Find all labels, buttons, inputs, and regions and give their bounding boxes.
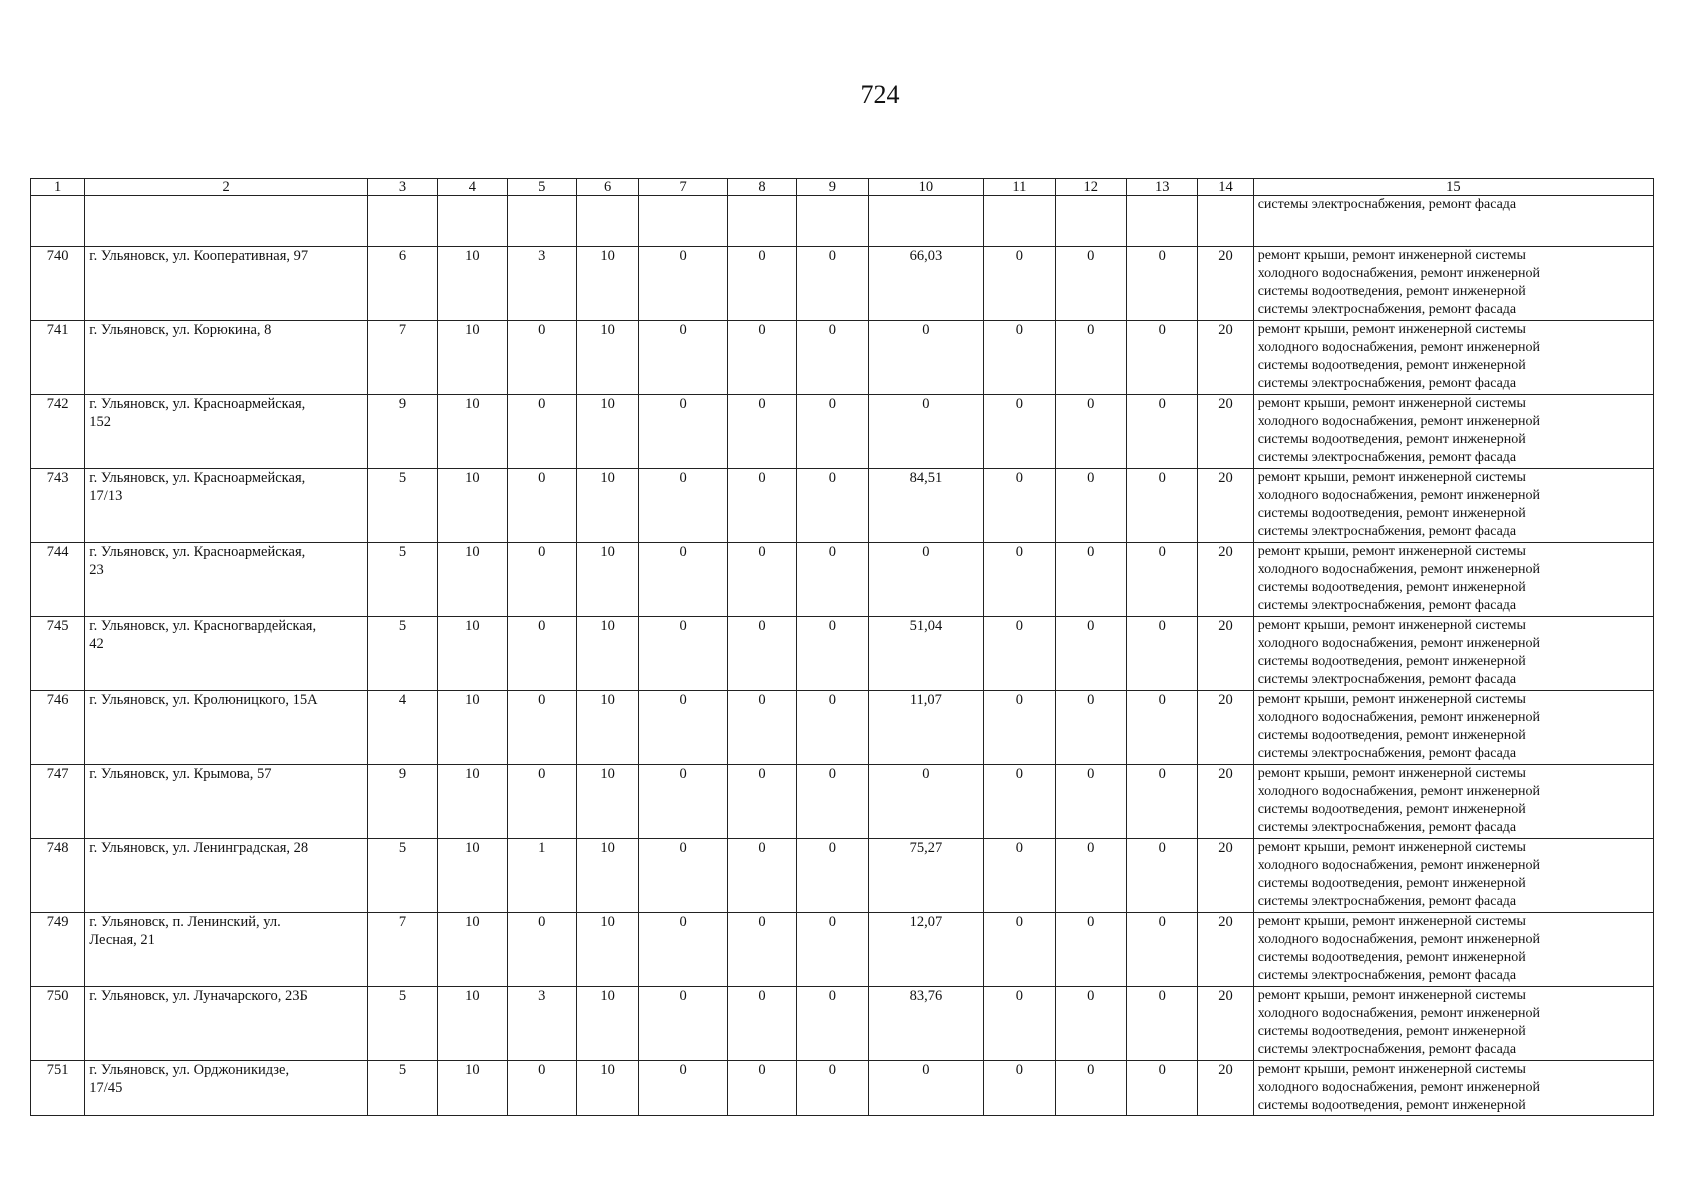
row-number: 747 bbox=[31, 765, 85, 839]
address-cell: г. Ульяновск, ул. Красногвардейская, 42 bbox=[85, 617, 368, 691]
description-cell: ремонт крыши, ремонт инженерной системы холодного водоснабжения, ремонт инженерной системы водоотведения, ремонт инженерной системы электроснабжения, ремонт фасада bbox=[1253, 247, 1653, 321]
value-cell: 0 bbox=[639, 321, 727, 395]
table-row bbox=[31, 987, 1654, 1061]
value-cell: 0 bbox=[1055, 765, 1126, 839]
column-header: 3 bbox=[367, 179, 437, 196]
value-cell: 0 bbox=[507, 1061, 576, 1116]
value-cell: 20 bbox=[1198, 617, 1253, 691]
value-cell: 5 bbox=[367, 987, 437, 1061]
row-number: 742 bbox=[31, 395, 85, 469]
value-cell: 10 bbox=[438, 987, 507, 1061]
table-header bbox=[31, 179, 1654, 196]
description-cell: ремонт крыши, ремонт инженерной системы холодного водоснабжения, ремонт инженерной системы водоотведения, ремонт инженерной системы электроснабжения, ремонт фасада bbox=[1253, 395, 1653, 469]
cont-cell bbox=[85, 196, 368, 247]
column-header: 13 bbox=[1127, 179, 1198, 196]
cont-cell bbox=[868, 196, 984, 247]
value-cell: 20 bbox=[1198, 987, 1253, 1061]
value-cell: 0 bbox=[639, 247, 727, 321]
value-cell: 10 bbox=[576, 913, 638, 987]
description-cell: ремонт крыши, ремонт инженерной системы холодного водоснабжения, ремонт инженерной системы водоотведения, ремонт инженерной системы электроснабжения, ремонт фасада bbox=[1253, 617, 1653, 691]
value-cell: 0 bbox=[797, 395, 868, 469]
value-cell: 5 bbox=[367, 543, 437, 617]
row-number: 748 bbox=[31, 839, 85, 913]
value-cell: 0 bbox=[797, 765, 868, 839]
value-cell: 20 bbox=[1198, 839, 1253, 913]
row-number: 743 bbox=[31, 469, 85, 543]
cont-cell bbox=[1127, 196, 1198, 247]
column-header: 15 bbox=[1253, 179, 1653, 196]
address-cell: г. Ульяновск, ул. Луначарского, 23Б bbox=[85, 987, 368, 1061]
value-cell: 0 bbox=[984, 617, 1055, 691]
value-cell: 5 bbox=[367, 469, 437, 543]
value-cell: 11,07 bbox=[868, 691, 984, 765]
value-cell: 10 bbox=[576, 617, 638, 691]
value-cell: 0 bbox=[1055, 617, 1126, 691]
value-cell: 0 bbox=[507, 913, 576, 987]
address-cell: г. Ульяновск, ул. Красноармейская, 17/13 bbox=[85, 469, 368, 543]
value-cell: 10 bbox=[438, 617, 507, 691]
value-cell: 0 bbox=[727, 839, 796, 913]
value-cell: 10 bbox=[438, 469, 507, 543]
value-cell: 0 bbox=[639, 543, 727, 617]
value-cell: 0 bbox=[1055, 395, 1126, 469]
value-cell: 0 bbox=[1127, 691, 1198, 765]
value-cell: 51,04 bbox=[868, 617, 984, 691]
value-cell: 0 bbox=[1127, 765, 1198, 839]
value-cell: 4 bbox=[367, 691, 437, 765]
registry-table bbox=[30, 178, 1654, 1116]
row-number: 749 bbox=[31, 913, 85, 987]
description-cell: ремонт крыши, ремонт инженерной системы холодного водоснабжения, ремонт инженерной системы водоотведения, ремонт инженерной системы электроснабжения, ремонт фасада bbox=[1253, 469, 1653, 543]
value-cell: 0 bbox=[507, 395, 576, 469]
column-header: 1 bbox=[31, 179, 85, 196]
value-cell: 0 bbox=[639, 913, 727, 987]
table-row bbox=[31, 839, 1654, 913]
value-cell: 0 bbox=[1055, 913, 1126, 987]
cont-cell bbox=[1198, 196, 1253, 247]
column-header: 6 bbox=[576, 179, 638, 196]
address-cell: г. Ульяновск, ул. Крымова, 57 bbox=[85, 765, 368, 839]
value-cell: 0 bbox=[727, 321, 796, 395]
description-cell: ремонт крыши, ремонт инженерной системы холодного водоснабжения, ремонт инженерной системы водоотведения, ремонт инженерной системы электроснабжения, ремонт фасада bbox=[1253, 913, 1653, 987]
value-cell: 10 bbox=[576, 839, 638, 913]
row-number: 740 bbox=[31, 247, 85, 321]
value-cell: 0 bbox=[727, 913, 796, 987]
value-cell: 84,51 bbox=[868, 469, 984, 543]
value-cell: 0 bbox=[1055, 321, 1126, 395]
value-cell: 0 bbox=[797, 1061, 868, 1116]
value-cell: 5 bbox=[367, 1061, 437, 1116]
value-cell: 0 bbox=[1055, 987, 1126, 1061]
value-cell: 10 bbox=[438, 691, 507, 765]
table-row bbox=[31, 321, 1654, 395]
value-cell: 3 bbox=[507, 247, 576, 321]
value-cell: 10 bbox=[576, 321, 638, 395]
row-number: 745 bbox=[31, 617, 85, 691]
value-cell: 5 bbox=[367, 839, 437, 913]
value-cell: 0 bbox=[797, 321, 868, 395]
column-header: 14 bbox=[1198, 179, 1253, 196]
cont-cell bbox=[576, 196, 638, 247]
value-cell: 7 bbox=[367, 321, 437, 395]
value-cell: 0 bbox=[797, 839, 868, 913]
value-cell: 0 bbox=[984, 543, 1055, 617]
value-cell: 0 bbox=[1127, 469, 1198, 543]
column-header: 5 bbox=[507, 179, 576, 196]
value-cell: 0 bbox=[1055, 247, 1126, 321]
cont-cell bbox=[438, 196, 507, 247]
value-cell: 0 bbox=[639, 1061, 727, 1116]
value-cell: 0 bbox=[727, 691, 796, 765]
value-cell: 0 bbox=[727, 1061, 796, 1116]
cont-cell bbox=[1055, 196, 1126, 247]
address-cell: г. Ульяновск, ул. Кролюницкого, 15А bbox=[85, 691, 368, 765]
value-cell: 0 bbox=[727, 543, 796, 617]
value-cell: 10 bbox=[438, 765, 507, 839]
value-cell: 10 bbox=[576, 395, 638, 469]
column-header: 10 bbox=[868, 179, 984, 196]
value-cell: 10 bbox=[438, 1061, 507, 1116]
value-cell: 0 bbox=[868, 543, 984, 617]
value-cell: 12,07 bbox=[868, 913, 984, 987]
value-cell: 0 bbox=[639, 691, 727, 765]
cont-cell bbox=[727, 196, 796, 247]
value-cell: 0 bbox=[1127, 839, 1198, 913]
value-cell: 0 bbox=[727, 395, 796, 469]
column-header: 11 bbox=[984, 179, 1055, 196]
value-cell: 0 bbox=[1127, 913, 1198, 987]
value-cell: 10 bbox=[576, 765, 638, 839]
cont-cell bbox=[984, 196, 1055, 247]
column-header: 8 bbox=[727, 179, 796, 196]
continuation-description: системы электроснабжения, ремонт фасада bbox=[1253, 196, 1653, 247]
value-cell: 0 bbox=[639, 617, 727, 691]
column-header: 2 bbox=[85, 179, 368, 196]
row-number: 751 bbox=[31, 1061, 85, 1116]
value-cell: 0 bbox=[1055, 1061, 1126, 1116]
description-cell: ремонт крыши, ремонт инженерной системы холодного водоснабжения, ремонт инженерной системы водоотведения, ремонт инженерной системы электроснабжения, ремонт фасада bbox=[1253, 987, 1653, 1061]
value-cell: 5 bbox=[367, 617, 437, 691]
value-cell: 0 bbox=[797, 617, 868, 691]
value-cell: 10 bbox=[576, 987, 638, 1061]
value-cell: 0 bbox=[1055, 691, 1126, 765]
value-cell: 0 bbox=[984, 395, 1055, 469]
table-row bbox=[31, 1061, 1654, 1116]
column-header: 4 bbox=[438, 179, 507, 196]
table-row bbox=[31, 765, 1654, 839]
value-cell: 20 bbox=[1198, 543, 1253, 617]
value-cell: 0 bbox=[727, 617, 796, 691]
table-row bbox=[31, 469, 1654, 543]
value-cell: 20 bbox=[1198, 395, 1253, 469]
value-cell: 20 bbox=[1198, 913, 1253, 987]
value-cell: 0 bbox=[797, 913, 868, 987]
value-cell: 0 bbox=[1055, 469, 1126, 543]
address-cell: г. Ульяновск, ул. Красноармейская, 152 bbox=[85, 395, 368, 469]
value-cell: 0 bbox=[1127, 395, 1198, 469]
value-cell: 6 bbox=[367, 247, 437, 321]
value-cell: 0 bbox=[868, 395, 984, 469]
value-cell: 0 bbox=[639, 765, 727, 839]
column-header: 9 bbox=[797, 179, 868, 196]
table-body bbox=[31, 196, 1654, 1116]
value-cell: 0 bbox=[1055, 543, 1126, 617]
value-cell: 0 bbox=[1055, 839, 1126, 913]
value-cell: 20 bbox=[1198, 765, 1253, 839]
address-cell: г. Ульяновск, ул. Ленинградская, 28 bbox=[85, 839, 368, 913]
cont-cell bbox=[797, 196, 868, 247]
value-cell: 0 bbox=[639, 839, 727, 913]
address-cell: г. Ульяновск, ул. Красноармейская, 23 bbox=[85, 543, 368, 617]
value-cell: 20 bbox=[1198, 691, 1253, 765]
column-header: 12 bbox=[1055, 179, 1126, 196]
column-header: 7 bbox=[639, 179, 727, 196]
value-cell: 66,03 bbox=[868, 247, 984, 321]
value-cell: 0 bbox=[984, 765, 1055, 839]
value-cell: 20 bbox=[1198, 321, 1253, 395]
value-cell: 0 bbox=[797, 987, 868, 1061]
table-row bbox=[31, 395, 1654, 469]
row-number: 741 bbox=[31, 321, 85, 395]
address-cell: г. Ульяновск, ул. Корюкина, 8 bbox=[85, 321, 368, 395]
value-cell: 9 bbox=[367, 395, 437, 469]
value-cell: 20 bbox=[1198, 469, 1253, 543]
value-cell: 0 bbox=[984, 691, 1055, 765]
value-cell: 10 bbox=[438, 543, 507, 617]
value-cell: 10 bbox=[576, 247, 638, 321]
value-cell: 10 bbox=[576, 543, 638, 617]
value-cell: 0 bbox=[639, 395, 727, 469]
value-cell: 0 bbox=[507, 469, 576, 543]
description-cell: ремонт крыши, ремонт инженерной системы холодного водоснабжения, ремонт инженерной системы водоотведения, ремонт инженерной системы электроснабжения, ремонт фасада bbox=[1253, 765, 1653, 839]
table-row bbox=[31, 543, 1654, 617]
value-cell: 10 bbox=[438, 247, 507, 321]
value-cell: 0 bbox=[507, 617, 576, 691]
value-cell: 0 bbox=[507, 765, 576, 839]
value-cell: 20 bbox=[1198, 1061, 1253, 1116]
value-cell: 0 bbox=[727, 247, 796, 321]
value-cell: 10 bbox=[438, 395, 507, 469]
value-cell: 20 bbox=[1198, 247, 1253, 321]
value-cell: 0 bbox=[1127, 987, 1198, 1061]
row-number: 744 bbox=[31, 543, 85, 617]
value-cell: 0 bbox=[797, 691, 868, 765]
value-cell: 0 bbox=[868, 321, 984, 395]
cont-cell bbox=[639, 196, 727, 247]
value-cell: 0 bbox=[868, 1061, 984, 1116]
value-cell: 0 bbox=[984, 839, 1055, 913]
value-cell: 0 bbox=[984, 247, 1055, 321]
value-cell: 0 bbox=[1127, 321, 1198, 395]
address-cell: г. Ульяновск, п. Ленинский, ул. Лесная, 21 bbox=[85, 913, 368, 987]
value-cell: 9 bbox=[367, 765, 437, 839]
value-cell: 10 bbox=[576, 469, 638, 543]
description-cell: ремонт крыши, ремонт инженерной системы холодного водоснабжения, ремонт инженерной системы водоотведения, ремонт инженерной системы электроснабжения, ремонт фасада bbox=[1253, 839, 1653, 913]
value-cell: 10 bbox=[438, 913, 507, 987]
table-row bbox=[31, 617, 1654, 691]
cont-cell bbox=[367, 196, 437, 247]
value-cell: 0 bbox=[727, 765, 796, 839]
value-cell: 0 bbox=[1127, 617, 1198, 691]
row-number: 746 bbox=[31, 691, 85, 765]
value-cell: 0 bbox=[797, 247, 868, 321]
value-cell: 0 bbox=[984, 913, 1055, 987]
value-cell: 10 bbox=[438, 321, 507, 395]
value-cell: 83,76 bbox=[868, 987, 984, 1061]
value-cell: 0 bbox=[507, 321, 576, 395]
value-cell: 0 bbox=[984, 1061, 1055, 1116]
description-cell: ремонт крыши, ремонт инженерной системы холодного водоснабжения, ремонт инженерной системы водоотведения, ремонт инженерной системы электроснабжения, ремонт фасада bbox=[1253, 691, 1653, 765]
value-cell: 0 bbox=[1127, 1061, 1198, 1116]
value-cell: 10 bbox=[576, 691, 638, 765]
value-cell: 0 bbox=[797, 469, 868, 543]
value-cell: 0 bbox=[984, 987, 1055, 1061]
address-cell: г. Ульяновск, ул. Кооперативная, 97 bbox=[85, 247, 368, 321]
value-cell: 7 bbox=[367, 913, 437, 987]
cont-cell bbox=[31, 196, 85, 247]
table-row bbox=[31, 913, 1654, 987]
continuation-row bbox=[31, 196, 1654, 247]
value-cell: 3 bbox=[507, 987, 576, 1061]
row-number: 750 bbox=[31, 987, 85, 1061]
value-cell: 0 bbox=[639, 469, 727, 543]
value-cell: 0 bbox=[984, 321, 1055, 395]
value-cell: 0 bbox=[727, 469, 796, 543]
value-cell: 0 bbox=[984, 469, 1055, 543]
value-cell: 0 bbox=[727, 987, 796, 1061]
table-row bbox=[31, 247, 1654, 321]
value-cell: 10 bbox=[438, 839, 507, 913]
description-cell: ремонт крыши, ремонт инженерной системы холодного водоснабжения, ремонт инженерной системы водоотведения, ремонт инженерной системы электроснабжения, ремонт фасада bbox=[1253, 321, 1653, 395]
value-cell: 1 bbox=[507, 839, 576, 913]
value-cell: 0 bbox=[1127, 543, 1198, 617]
value-cell: 0 bbox=[639, 987, 727, 1061]
value-cell: 0 bbox=[797, 543, 868, 617]
address-cell: г. Ульяновск, ул. Орджоникидзе, 17/45 bbox=[85, 1061, 368, 1116]
description-cell: ремонт крыши, ремонт инженерной системы холодного водоснабжения, ремонт инженерной системы водоотведения, ремонт инженерной системы электроснабжения, ремонт фасада bbox=[1253, 543, 1653, 617]
table-row bbox=[31, 691, 1654, 765]
value-cell: 75,27 bbox=[868, 839, 984, 913]
value-cell: 10 bbox=[576, 1061, 638, 1116]
description-cell: ремонт крыши, ремонт инженерной системы холодного водоснабжения, ремонт инженерной системы водоотведения, ремонт инженерной bbox=[1253, 1061, 1653, 1116]
value-cell: 0 bbox=[868, 765, 984, 839]
value-cell: 0 bbox=[507, 691, 576, 765]
cont-cell bbox=[507, 196, 576, 247]
value-cell: 0 bbox=[1127, 247, 1198, 321]
value-cell: 0 bbox=[507, 543, 576, 617]
page-number: 724 bbox=[860, 80, 900, 109]
header-row bbox=[31, 179, 1654, 196]
